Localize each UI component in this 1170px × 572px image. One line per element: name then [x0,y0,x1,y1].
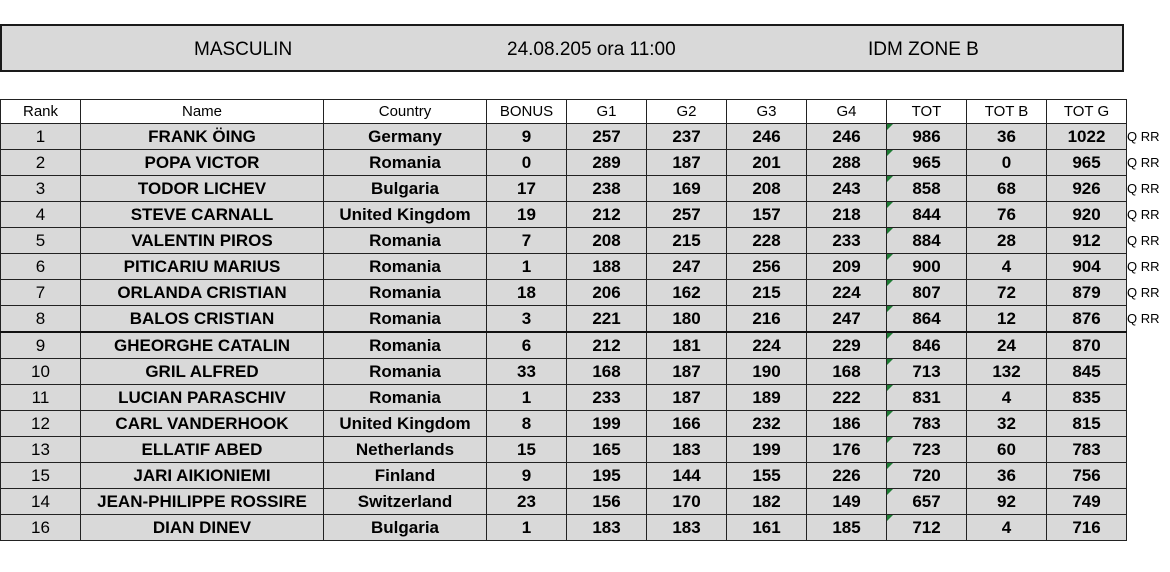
cell-totg: 815 [1047,411,1127,437]
cell-totb: 68 [967,176,1047,202]
cell-g4: 246 [807,124,887,150]
cell-country: Romania [324,385,487,411]
cell-g3: 256 [727,254,807,280]
cell-rank: 11 [1,385,81,411]
cell-name: JEAN-PHILIPPE ROSSIRE [81,489,324,515]
cell-country: Germany [324,124,487,150]
column-header-tot-b: TOT B [967,100,1047,124]
cell-g2: 180 [647,306,727,333]
table-row [1,306,1170,333]
cell-totg: 1022 [1047,124,1127,150]
cell-g1: 238 [567,176,647,202]
cell-g2: 187 [647,150,727,176]
table-row [1,124,1170,150]
table-row [1,385,1170,411]
column-header-g1: G1 [567,100,647,124]
cell-country: Romania [324,150,487,176]
cell-totg: 926 [1047,176,1127,202]
cell-totb: 92 [967,489,1047,515]
cell-g1: 221 [567,306,647,333]
cell-g2: 257 [647,202,727,228]
cell-totg: 870 [1047,332,1127,359]
table-row [1,150,1170,176]
cell-name: GHEORGHE CATALIN [81,332,324,359]
cell-bonus: 8 [487,411,567,437]
cell-g3: 190 [727,359,807,385]
cell-flag [1127,515,1170,541]
cell-rank: 16 [1,515,81,541]
cell-rank: 3 [1,176,81,202]
cell-g1: 188 [567,254,647,280]
table-row [1,332,1170,359]
cell-rank: 1 [1,124,81,150]
header-row [1,100,1170,124]
cell-flag: Q RR [1127,176,1170,202]
cell-totg: 716 [1047,515,1127,541]
cell-g1: 168 [567,359,647,385]
cell-rank: 6 [1,254,81,280]
zone-title: IDM ZONE B [868,39,979,60]
cell-flag: Q RR [1127,150,1170,176]
cell-g3: 224 [727,332,807,359]
cell-flag [1127,359,1170,385]
cell-g1: 233 [567,385,647,411]
cell-bonus: 1 [487,515,567,541]
cell-g2: 162 [647,280,727,306]
cell-g2: 181 [647,332,727,359]
cell-flag [1127,411,1170,437]
cell-g4: 186 [807,411,887,437]
cell-g3: 161 [727,515,807,541]
table-row [1,202,1170,228]
cell-g4: 222 [807,385,887,411]
cell-flag: Q RR [1127,280,1170,306]
cell-tot: 846 [887,332,967,359]
cell-g3: 208 [727,176,807,202]
cell-bonus: 3 [487,306,567,333]
cell-totb: 28 [967,228,1047,254]
cell-country: Netherlands [324,437,487,463]
cell-name: ELLATIF ABED [81,437,324,463]
table-row [1,254,1170,280]
cell-rank: 8 [1,306,81,333]
cell-g1: 212 [567,332,647,359]
cell-bonus: 0 [487,150,567,176]
cell-totg: 845 [1047,359,1127,385]
cell-tot: 713 [887,359,967,385]
cell-totb: 24 [967,332,1047,359]
cell-name: VALENTIN PIROS [81,228,324,254]
table-row [1,437,1170,463]
cell-country: Finland [324,463,487,489]
column-header-bonus: BONUS [487,100,567,124]
cell-totb: 76 [967,202,1047,228]
cell-totg: 965 [1047,150,1127,176]
cell-totg: 920 [1047,202,1127,228]
cell-bonus: 23 [487,489,567,515]
cell-g3: 216 [727,306,807,333]
cell-name: GRIL ALFRED [81,359,324,385]
cell-g4: 229 [807,332,887,359]
cell-g3: 199 [727,437,807,463]
cell-tot: 844 [887,202,967,228]
table-row [1,359,1170,385]
cell-tot: 720 [887,463,967,489]
cell-g4: 247 [807,306,887,333]
table-row [1,228,1170,254]
cell-g2: 183 [647,437,727,463]
cell-bonus: 1 [487,385,567,411]
table-row [1,463,1170,489]
column-header-tot-g: TOT G [1047,100,1127,124]
cell-bonus: 15 [487,437,567,463]
cell-country: Switzerland [324,489,487,515]
cell-g3: 246 [727,124,807,150]
cell-rank: 15 [1,463,81,489]
cell-g4: 185 [807,515,887,541]
cell-g2: 183 [647,515,727,541]
cell-tot: 807 [887,280,967,306]
header-spacer [1127,100,1170,124]
cell-totb: 72 [967,280,1047,306]
cell-tot: 723 [887,437,967,463]
table-row [1,411,1170,437]
cell-g3: 189 [727,385,807,411]
cell-g4: 149 [807,489,887,515]
cell-bonus: 18 [487,280,567,306]
cell-g4: 209 [807,254,887,280]
column-header-g3: G3 [727,100,807,124]
cell-bonus: 17 [487,176,567,202]
cell-flag: Q RR [1127,124,1170,150]
cell-totb: 36 [967,463,1047,489]
cell-g2: 169 [647,176,727,202]
cell-rank: 9 [1,332,81,359]
results-table [0,99,1170,541]
cell-bonus: 9 [487,463,567,489]
cell-g4: 288 [807,150,887,176]
cell-country: United Kingdom [324,411,487,437]
cell-flag: Q RR [1127,306,1170,333]
cell-g1: 195 [567,463,647,489]
cell-country: Romania [324,254,487,280]
cell-totg: 912 [1047,228,1127,254]
cell-name: TODOR LICHEV [81,176,324,202]
cell-country: Romania [324,359,487,385]
cell-g1: 165 [567,437,647,463]
cell-country: Romania [324,332,487,359]
cell-name: JARI AIKIONIEMI [81,463,324,489]
cell-flag: Q RR [1127,202,1170,228]
cell-country: Romania [324,280,487,306]
cell-tot: 831 [887,385,967,411]
cell-name: FRANK ÖING [81,124,324,150]
column-header-g2: G2 [647,100,727,124]
cell-g4: 218 [807,202,887,228]
cell-g4: 224 [807,280,887,306]
cell-totg: 904 [1047,254,1127,280]
cell-totb: 12 [967,306,1047,333]
title-bar [0,24,1124,72]
cell-flag [1127,437,1170,463]
cell-g2: 166 [647,411,727,437]
cell-g2: 237 [647,124,727,150]
cell-bonus: 1 [487,254,567,280]
cell-g1: 212 [567,202,647,228]
cell-g2: 215 [647,228,727,254]
cell-rank: 7 [1,280,81,306]
cell-country: Romania [324,306,487,333]
cell-tot: 864 [887,306,967,333]
cell-g3: 228 [727,228,807,254]
cell-totg: 835 [1047,385,1127,411]
cell-totg: 749 [1047,489,1127,515]
cell-bonus: 19 [487,202,567,228]
cell-flag [1127,332,1170,359]
cell-g1: 199 [567,411,647,437]
cell-name: LUCIAN PARASCHIV [81,385,324,411]
cell-rank: 14 [1,489,81,515]
cell-g3: 201 [727,150,807,176]
cell-rank: 4 [1,202,81,228]
column-header-country: Country [324,100,487,124]
cell-country: United Kingdom [324,202,487,228]
cell-rank: 13 [1,437,81,463]
cell-g1: 156 [567,489,647,515]
cell-flag [1127,385,1170,411]
cell-g3: 182 [727,489,807,515]
table-row [1,489,1170,515]
cell-flag: Q RR [1127,228,1170,254]
cell-g1: 206 [567,280,647,306]
cell-totg: 876 [1047,306,1127,333]
cell-totb: 4 [967,254,1047,280]
cell-tot: 858 [887,176,967,202]
cell-g4: 243 [807,176,887,202]
cell-g2: 187 [647,359,727,385]
cell-g1: 208 [567,228,647,254]
cell-totb: 0 [967,150,1047,176]
cell-g4: 168 [807,359,887,385]
cell-g1: 289 [567,150,647,176]
cell-g2: 144 [647,463,727,489]
cell-country: Romania [324,228,487,254]
cell-g2: 170 [647,489,727,515]
cell-bonus: 6 [487,332,567,359]
table-row [1,515,1170,541]
cell-totg: 756 [1047,463,1127,489]
results-body [1,124,1170,541]
cell-totg: 783 [1047,437,1127,463]
cell-g1: 257 [567,124,647,150]
cell-rank: 10 [1,359,81,385]
cell-tot: 783 [887,411,967,437]
column-header-g4: G4 [807,100,887,124]
cell-flag: Q RR [1127,254,1170,280]
column-header-name: Name [81,100,324,124]
cell-tot: 657 [887,489,967,515]
cell-name: PITICARIU MARIUS [81,254,324,280]
table-row [1,176,1170,202]
cell-g4: 176 [807,437,887,463]
cell-tot: 712 [887,515,967,541]
cell-name: ORLANDA CRISTIAN [81,280,324,306]
cell-name: DIAN DINEV [81,515,324,541]
cell-totb: 36 [967,124,1047,150]
table-row [1,280,1170,306]
column-header-tot: TOT [887,100,967,124]
column-header-rank: Rank [1,100,81,124]
cell-rank: 5 [1,228,81,254]
cell-g2: 187 [647,385,727,411]
cell-country: Bulgaria [324,176,487,202]
cell-bonus: 9 [487,124,567,150]
cell-g4: 226 [807,463,887,489]
cell-flag [1127,489,1170,515]
cell-g3: 155 [727,463,807,489]
cell-tot: 900 [887,254,967,280]
cell-tot: 965 [887,150,967,176]
category-title: MASCULIN [194,39,293,60]
cell-flag [1127,463,1170,489]
cell-g3: 157 [727,202,807,228]
cell-totb: 132 [967,359,1047,385]
cell-name: STEVE CARNALL [81,202,324,228]
cell-name: POPA VICTOR [81,150,324,176]
cell-name: CARL VANDERHOOK [81,411,324,437]
event-date: 24.08.205 ora 11:00 [507,39,676,60]
cell-rank: 2 [1,150,81,176]
cell-name: BALOS CRISTIAN [81,306,324,333]
cell-bonus: 7 [487,228,567,254]
cell-g3: 232 [727,411,807,437]
cell-totb: 4 [967,515,1047,541]
cell-totb: 60 [967,437,1047,463]
cell-g1: 183 [567,515,647,541]
cell-tot: 986 [887,124,967,150]
cell-totb: 4 [967,385,1047,411]
cell-tot: 884 [887,228,967,254]
cell-g4: 233 [807,228,887,254]
cell-totg: 879 [1047,280,1127,306]
cell-totb: 32 [967,411,1047,437]
cell-bonus: 33 [487,359,567,385]
cell-rank: 12 [1,411,81,437]
cell-g2: 247 [647,254,727,280]
cell-country: Bulgaria [324,515,487,541]
cell-g3: 215 [727,280,807,306]
